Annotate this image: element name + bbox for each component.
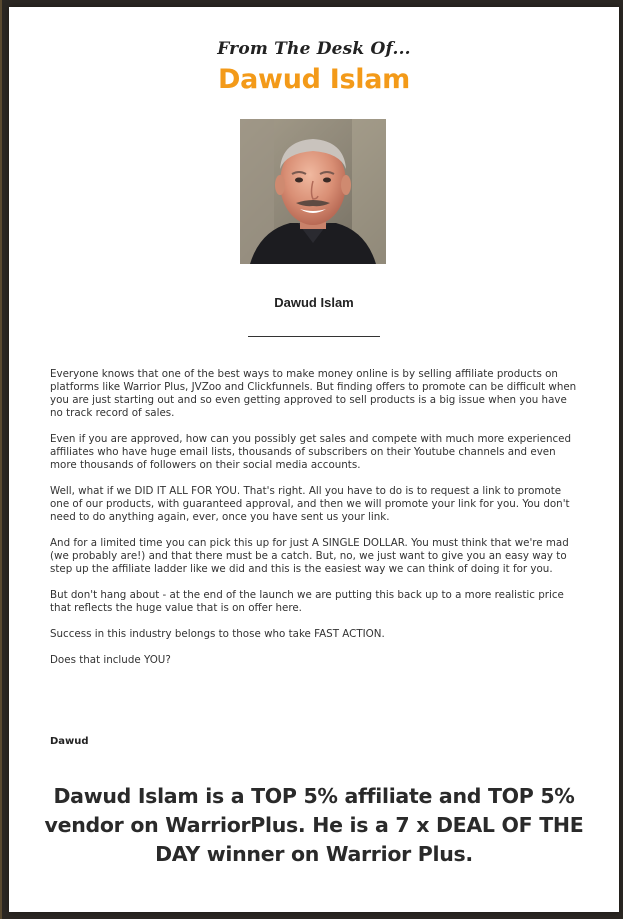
paragraph: Does that include YOU? — [50, 654, 171, 666]
author-photo — [240, 119, 386, 264]
author-name-heading: Dawud Islam — [218, 64, 410, 95]
paragraph: Success in this industry belongs to those who take FAST ACTION. — [50, 628, 385, 640]
author-bio-headline: Dawud Islam is a TOP 5% affiliate and TOP 5% vendor on WarriorPlus. He is a 7 x DEAL OF THE DAY winner on Warrior Plus. — [44, 784, 584, 866]
author-name-label: Dawud Islam — [274, 295, 354, 310]
from-the-desk-heading: From The Desk Of... — [217, 39, 411, 59]
letter-card — [9, 7, 619, 912]
paragraph: Well, what if we DID IT ALL FOR YOU. That's right. All you have to do is to request a link to promote one of our products, with guaranteed approval, and then we will promote your link for you. You don't need to do anything again, ever, once you have sent us your link. — [50, 485, 570, 523]
paragraph: Even if you are approved, how can you possibly get sales and compete with much more experienced affiliates who have huge email lists, thousands of subscribers on their Youtube channels and even more thousands of followers on their social media accounts. — [50, 433, 572, 471]
paragraph: And for a limited time you can pick this up for just A SINGLE DOLLAR. You must think that we're mad (we probably are!) and that there must be a catch. But, no, we just want to give you an easy way to step up the affiliate ladder like we did and this is the easiest way we can think of doing it for you. — [50, 537, 569, 575]
divider — [248, 336, 380, 337]
paragraph: Everyone knows that one of the best ways to make money online is by selling affiliate products on platforms like Warrior Plus, JVZoo and Clickfunnels. But finding offers to promote can be difficult when you are just starting out and so even getting approved to sell products is a big issue when you have no track record of sales. — [50, 368, 577, 419]
sign-off: Dawud — [50, 736, 89, 747]
letter-body — [50, 368, 582, 680]
author-portrait-image — [240, 119, 386, 264]
paragraph: But don't hang about - at the end of the launch we are putting this back up to a more realistic price that reflects the huge value that is on offer here. — [50, 589, 564, 614]
